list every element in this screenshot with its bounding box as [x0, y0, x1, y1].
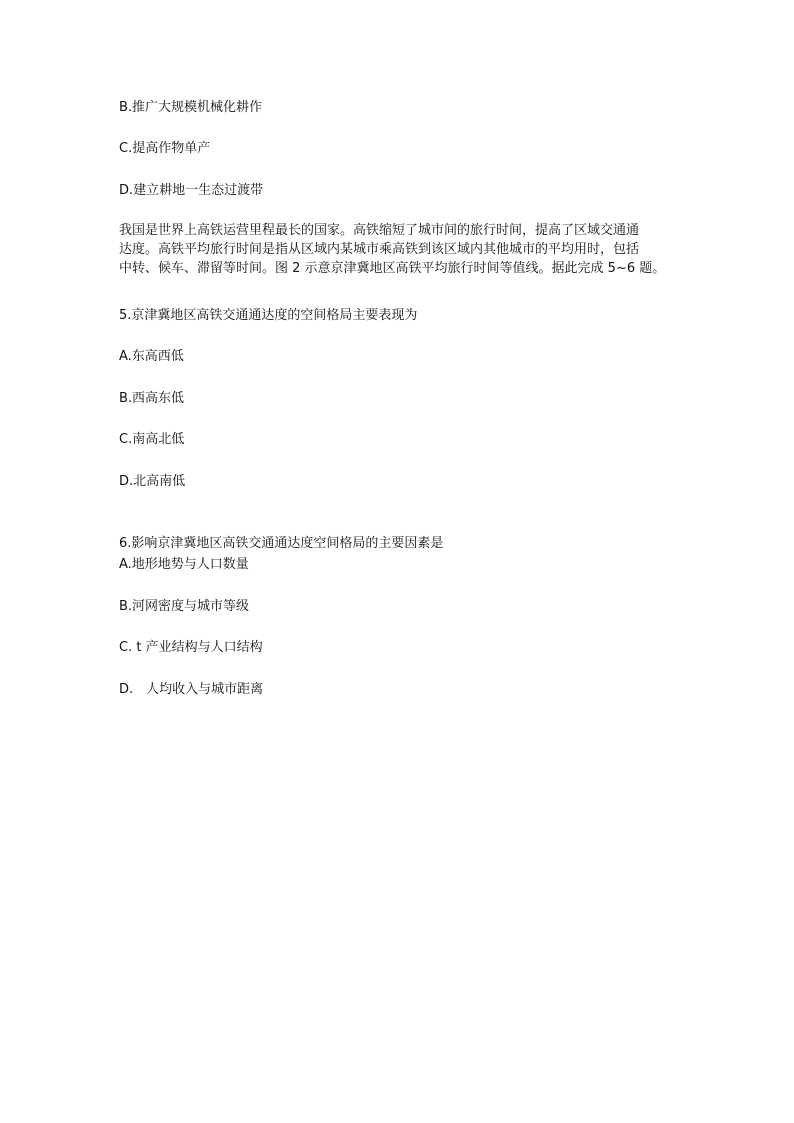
q6-option-c: C. t 产业结构与人口结构	[119, 640, 263, 655]
passage-line-1: 我国是世界上高铁运营里程最长的国家。高铁缩短了城市间的旅行时间，提高了区域交通通	[119, 223, 640, 238]
q6-option-b: B.河网密度与城市等级	[119, 599, 250, 614]
q6-option-d: D. 人均收入与城市距离	[119, 682, 264, 697]
q4-option-b: B.推广大规模机械化耕作	[119, 100, 263, 115]
passage-line-3: 中转、候车、滞留等时间。图 2 示意京津冀地区高铁平均旅行时间等值线。据此完成 5~6 题。	[119, 261, 666, 276]
q5-option-d: D.北高南低	[119, 474, 186, 489]
q5-option-c: C.南高北低	[119, 432, 185, 447]
passage-line-2: 达度。高铁平均旅行时间是指从区域内某城市乘高铁到该区域内其他城市的平均用时，包括	[119, 242, 640, 257]
q5-option-b: B.西高东低	[119, 391, 185, 406]
q6-option-a: A.地形地势与人口数量	[119, 557, 249, 572]
q6-stem: 6.影响京津冀地区高铁交通通达度空间格局的主要因素是	[119, 536, 444, 551]
passage-paragraph	[119, 221, 679, 278]
q4-option-d: D.建立耕地一生态过渡带	[119, 183, 264, 198]
q4-option-c: C.提高作物单产	[119, 141, 211, 156]
q5-stem: 5.京津冀地区高铁交通通达度的空间格局主要表现为	[119, 308, 418, 323]
q5-option-a: A.东高西低	[119, 349, 184, 364]
